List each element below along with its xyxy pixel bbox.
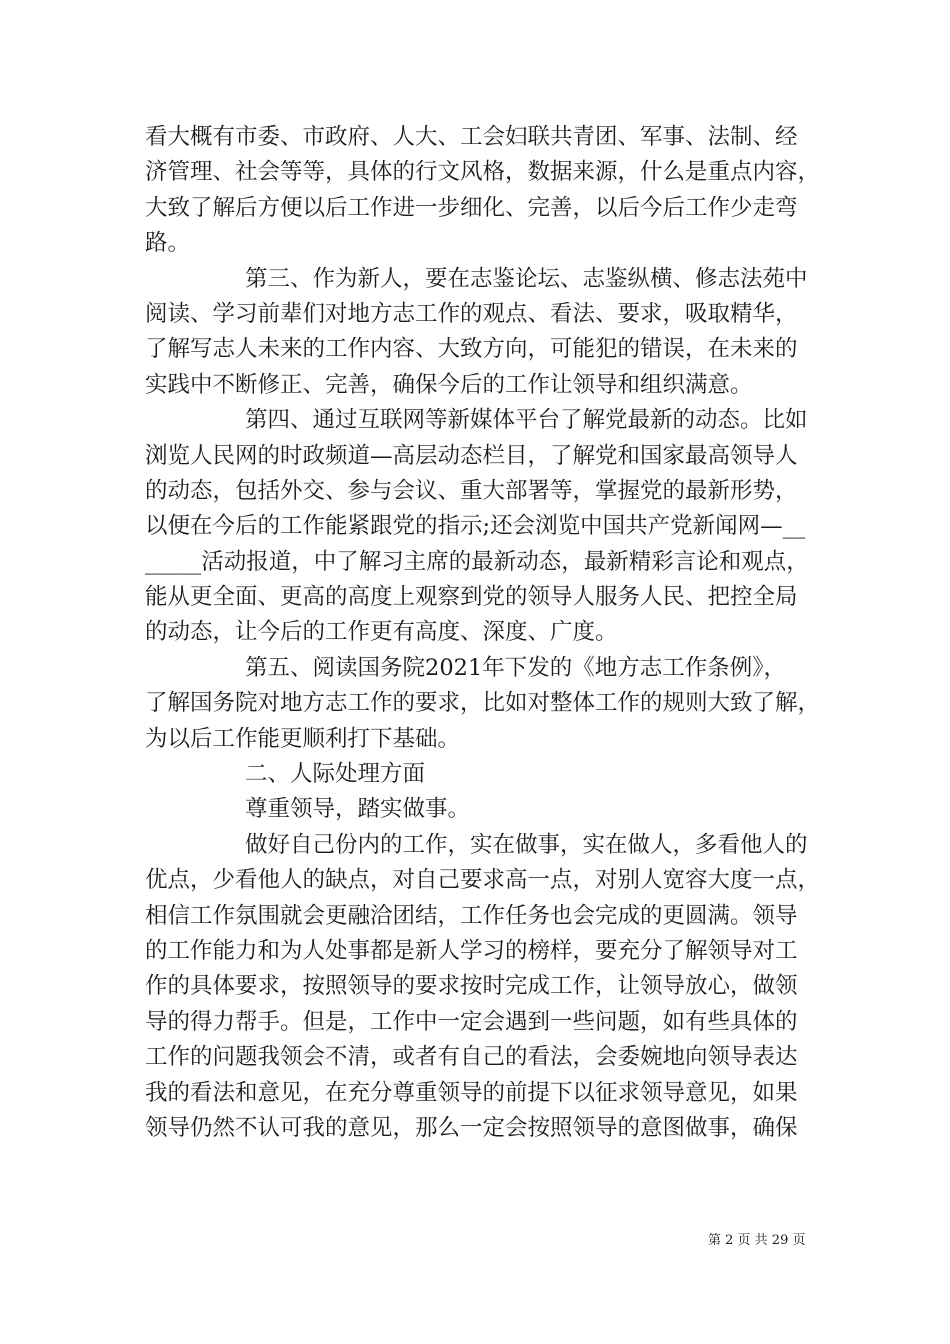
text-line: 路。 xyxy=(145,230,191,257)
text-line: 了解国务院对地方志工作的要求，比如对整体工作的规则大致了解， xyxy=(145,690,821,717)
text-line: 以便在今后的工作能紧跟党的指示;还会浏览中国共产党新闻网—__ xyxy=(145,513,806,540)
text-line: 为以后工作能更顺利打下基础。 xyxy=(145,725,461,752)
text-line: 优点，少看他人的缺点，对自己要求高一点，对别人宽容大度一点， xyxy=(145,867,821,894)
paragraph-start-line: 第三、作为新人，要在志鉴论坛、志鉴纵横、修志法苑中 xyxy=(245,265,808,292)
text-line: 的工作能力和为人处事都是新人学习的榜样，要充分了解领导对工 xyxy=(145,937,798,964)
paragraph-start-line: 第四、通过互联网等新媒体平台了解党最新的动态。比如 xyxy=(245,407,808,434)
text-line: 浏览人民网的时政频道—高层动态栏目，了解党和国家最高领导人 xyxy=(145,442,798,469)
text-line: 了解写志人未来的工作内容、大致方向，可能犯的错误，在未来的 xyxy=(145,336,798,363)
text-line: 大致了解后方便以后工作进一步细化、完善，以后今后工作少走弯 xyxy=(145,194,798,221)
text-line: 能从更全面、更高的高度上观察到党的领导人服务人民、把控全局 xyxy=(145,584,798,611)
text-line: 领导仍然不认可我的意见，那么一定会按照领导的意图做事，确保 xyxy=(145,1114,798,1141)
text-line: 看大概有市委、市政府、人大、工会妇联共青团、军事、法制、经 xyxy=(145,124,798,150)
subheading: 尊重领导，踏实做事。 xyxy=(245,796,471,823)
text-line: _____活动报道，中了解习主席的最新动态，最新精彩言论和观点， xyxy=(145,548,809,575)
text-line: 的动态，让今后的工作更有高度、深度、广度。 xyxy=(145,619,618,646)
text-line: 导的得力帮手。但是，工作中一定会遇到一些问题，如有些具体的 xyxy=(145,1008,798,1035)
section-heading: 二、人际处理方面 xyxy=(245,761,426,788)
paragraph-start-line: 做好自己份内的工作，实在做事，实在做人，多看他人的 xyxy=(245,831,808,858)
paragraph-start-line: 第五、阅读国务院2021年下发的《地方志工作条例》， xyxy=(245,654,787,681)
text-line: 济管理、社会等等，具体的行文风格，数据来源，什么是重点内容， xyxy=(145,159,821,186)
text-line: 阅读、学习前辈们对地方志工作的观点、看法、要求，吸取精华， xyxy=(145,300,798,327)
text-line: 作的具体要求，按照领导的要求按时完成工作，让领导放心，做领 xyxy=(145,973,798,1000)
page-number-footer: 第 2 页 共 29 页 xyxy=(708,1233,806,1248)
text-line: 相信工作氛围就会更融洽团结，工作任务也会完成的更圆满。领导 xyxy=(145,902,798,929)
text-line: 实践中不断修正、完善，确保今后的工作让领导和组织满意。 xyxy=(145,371,753,398)
text-line: 我的看法和意见，在充分尊重领导的前提下以征求领导意见，如果 xyxy=(145,1079,798,1106)
document-body xyxy=(145,120,821,1146)
text-line: 工作的问题我领会不清，或者有自己的看法，会委婉地向领导表达 xyxy=(145,1044,798,1071)
text-line: 的动态，包括外交、参与会议、重大部署等，掌握党的最新形势， xyxy=(145,477,798,504)
